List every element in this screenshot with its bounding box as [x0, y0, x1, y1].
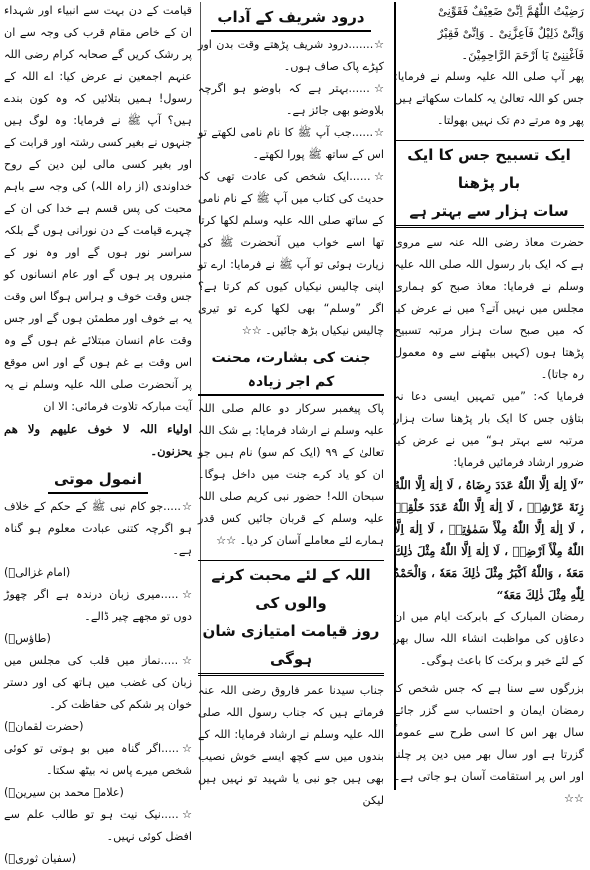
quote-4-author: (علامہ محمد بن سیرینؒ) [4, 786, 124, 799]
quote-1-author: (امام غزالیؒ) [4, 566, 71, 579]
quote-5: ☆.....نیک نیت ہو تو طالب علم سے افضل کوئی نہیں۔ [4, 808, 192, 843]
quote-5-author: (سفیان ثوریؒ) [4, 852, 77, 865]
heading-mohabbat-line-2: روز قیامت امتیازی شان ہوگی [202, 622, 380, 668]
paragraph-ramadan: رمضان المبارک کے بابرکت ایام میں ان دعاؤں کی مواظبت انشاء اللہ سال بھر کے لئے خیر و برکت کا باعث ہوگی۔ [394, 610, 584, 667]
heading-tasbih-line-2: سات ہزار سے بہتر ہے [409, 202, 569, 220]
heading-tasbih [394, 140, 584, 228]
adab-item-1: ☆.......درود شریف پڑھتے وقت بدن اور کپڑے پاک صاف ہوں۔ [198, 38, 384, 73]
paragraph-jannat: پاک پیغمبر سرکار دو عالم صلی اللہ علیہ وسلم نے ارشاد فرمایا: بے شک اللہ تعالیٰ کے ۹۹ (ایک کم سو) نام ہیں جو ان کو یاد کرے جنت میں داخل ہوگا۔ سبحان اللہ! حضور نبی کریم صلی اللہ علیہ وسلم کے قربان جائیں کس قدر ہمارے لئے معاملے آسان کر دیا۔ ☆☆ [198, 402, 384, 547]
column-right [394, 0, 584, 805]
dua-explanation: پھر آپ صلی اللہ علیہ وسلم نے فرمایا: جس کو اللہ تعالیٰ یہ کلمات سکھاتے ہیں پھر وہ مرتے دم تک نہیں بھولتا۔ [394, 70, 584, 127]
quote-3-author: (حضرت لقمانؑ) [4, 720, 84, 733]
tasbih-text: ”لَا اِلٰهَ اِلَّا اللّٰهُ عَدَدَ رِضَاهُ ، لَا اِلٰهَ اِلَّا اللّٰهُ زِنَةَ عَرْشِهٖ ، لَا اِلٰهَ اِلَّا اللّٰهُ عَدَدَ خَلْقِهٖ ، لَا اِلٰهَ اِلَّا اللّٰهُ مِلْأَ سَمٰوٰتِهٖ ، لَا اِلٰهَ اِلَّا اللّٰهُ مِلْأَ اَرْضِهٖ ، لَا اِلٰهَ اِلَّا اللّٰهُ مِثْلَ ذٰلِكَ مَعَهٗ ، وَاللّٰهُ اَكْبَرُ مِثْلَ ذٰلِكَ مَعَهٗ ، وَالْحَمْدُ لِلّٰهِ مِثْلَ ذٰلِكَ مَعَهٗ“ [394, 478, 584, 602]
heading-mohabbat [198, 560, 384, 676]
quote-1: ☆.....جو کام نبی ﷺ کے حکم کے خلاف ہو اگرچہ کتنی عبادت معلوم ہو گناہ ہے۔ [4, 500, 192, 557]
heading-anmol-moti: انمول موتی [48, 466, 148, 494]
paragraph-farmaya: فرمایا کہ: ”میں تمہیں ایسی دعا نہ بتاؤں جس کا ایک بار پڑھنا سات ہزار مرتبہ سے بہتر ہو“ میں نے عرض کیا ضرور ارشاد فرمائیں فرمایا: [394, 390, 584, 469]
paragraph-buzurg: بزرگوں سے سنا ہے کہ جس شخص کا رمضان ایمان و احتساب سے گزر جائے سال بھر اس کا اسی طرح سے عموماً گزرتا ہے اور سال بھر میں دین پر چلنا اور اس پر استقامت آسان ہو جاتی ہے۔ ☆☆ [394, 682, 584, 805]
adab-item-2: ☆......بہتر ہے کہ باوضو ہو اگرچہ بلاوضو بھی جائز ہے۔ [198, 82, 384, 117]
heading-tasbih-line-1: ایک تسبیح جس کا ایک بار پڑھنا [407, 146, 571, 192]
paragraph-mohabbat: جناب سیدنا عمر فاروق رضی اللہ عنہ فرماتے ہیں کہ جناب رسول اللہ صلی اللہ علیہ وسلم نے ارشاد فرمایا: اللہ کے بندوں میں سے کچھ ایسے خوش نصیب بھی ہیں جو نبی یا شہید تو نہیں ہیں لیکن [198, 684, 384, 807]
quote-4: ☆.....اگر گناہ میں بو ہوتی تو کوئی شخص میرے پاس نہ بیٹھ سکتا۔ [4, 742, 192, 777]
paragraph-muadh: حضرت معاذ رضی اللہ عنہ سے مروی ہے کہ ایک بار رسول اللہ صلی اللہ علیہ وسلم نے فرمایا: معاذ صبح کو ہماری مجلس میں نہیں آتے؟ میں نے عرض کیا کہ میں صبح سات ہزار مرتبہ تسبیح پڑھتا ہوں (کہیں بیٹھنے سے وہ معمول رہ جاتا)۔ [394, 236, 584, 381]
heading-mohabbat-line-1: اللہ کے لئے محبت کرنے والوں کی [211, 566, 371, 612]
dua-line-2: وَاِنِّیْ ذَلِیْلٌ فَاَعِزَّنِیْ ۔ وَاِنِّیْ فَقِیْرٌ [437, 26, 584, 40]
heading-moti-wrap [4, 462, 192, 496]
column-middle [198, 0, 384, 807]
quote-2-author: (طاؤسؒ) [4, 632, 51, 645]
dua-line-1: رَضِيْتُ اللّٰهُمَّ اِنِّیْ ضَعِیْفٌ فَقَوِّنِیْ [437, 4, 584, 18]
adab-item-3: ☆......جب آپ ﷺ کا نام نامی لکھتے تو اس کے ساتھ ﷺ پورا لکھتے۔ [198, 126, 384, 161]
column-left [4, 0, 192, 865]
ayah-awliya: اولیاء اللہ لا خوف علیھم ولا ھم یحزنون۔ [4, 422, 192, 458]
quote-2: ☆.....میری زبان درندہ ہے اگر چھوڑ دوں تو مجھے چیر ڈالے۔ [4, 588, 192, 623]
quote-3: ☆.....نماز میں قلب کی مجلس میں زبان کی غضب میں ہاتھ کی اور دستر خوان پر شکم کی حفاظت کر۔ [4, 654, 192, 711]
heading-jannat: جنت کی بشارت، محنت کم اجر زیادہ [198, 346, 384, 396]
adab-item-4: ☆......ایک شخص کی عادت تھی کہ حدیث کی کتاب میں آپ ﷺ کے نام نامی کے ساتھ صلی اللہ علیہ وسلم لکھا کرتا تھا اسے خواب میں آنحضرت ﷺ کی زیارت ہوئی تو آپ ﷺ نے فرمایا: ارے تو اپنی چالیس نیکیاں کیوں کم کرتا ہے؟ اگر ”وسلم“ بھی لکھا کرے تو تیری چالیس نیکیاں بڑھ جائیں۔ ☆☆ [198, 170, 384, 337]
dua-line-3: فَاَغْنِنِیْ یَا اَرْحَمَ الرَّاحِمِیْنَ۔ [461, 48, 584, 62]
heading-durood-wrap [198, 0, 384, 34]
heading-durood-adab: درود شریف کے آداب [211, 4, 370, 32]
heading-jannat-wrap [198, 342, 384, 398]
paragraph-qiyamat: قیامت کے دن بہت سے انبیاء اور شہداء ان کے خاص مقام قرب کی وجہ سے ان پر رشک کریں گے صحابہ کرام رضی اللہ عنہم اجمعین نے عرض کیا: اے اللہ کے رسول! ہمیں بتلائیں کہ وہ کون بندے ہیں؟ آپ ﷺ نے فرمایا: وہ لوگ ہیں جنہوں نے بغیر کسی رشتہ اور قرابت کے اور بغیر کسی مالی لین دین کے روح خداوندی (از راہ اللہ) کی وجہ سے باہم محبت کی پس قسم ہے خدا کی ان کے چہرے قیامت کے دن نورانی ہوں گے بلکہ سراسر نور ہوں گے اور وہ نور کے منبروں پر ہوں گے اور عام انسانوں کو جس وقت خوف و ہراس ہوگا اس وقت یہ بے خوف اور مطمئن ہوں گے اور جس وقت عام انسان مبتلائے غم ہوں گے وہ اس وقت بے غم ہوں گے اور اس موقع پر آنحضرت صلی اللہ علیہ وسلم نے یہ آیت مبارکہ تلاوت فرمائی: الا ان [4, 4, 192, 413]
